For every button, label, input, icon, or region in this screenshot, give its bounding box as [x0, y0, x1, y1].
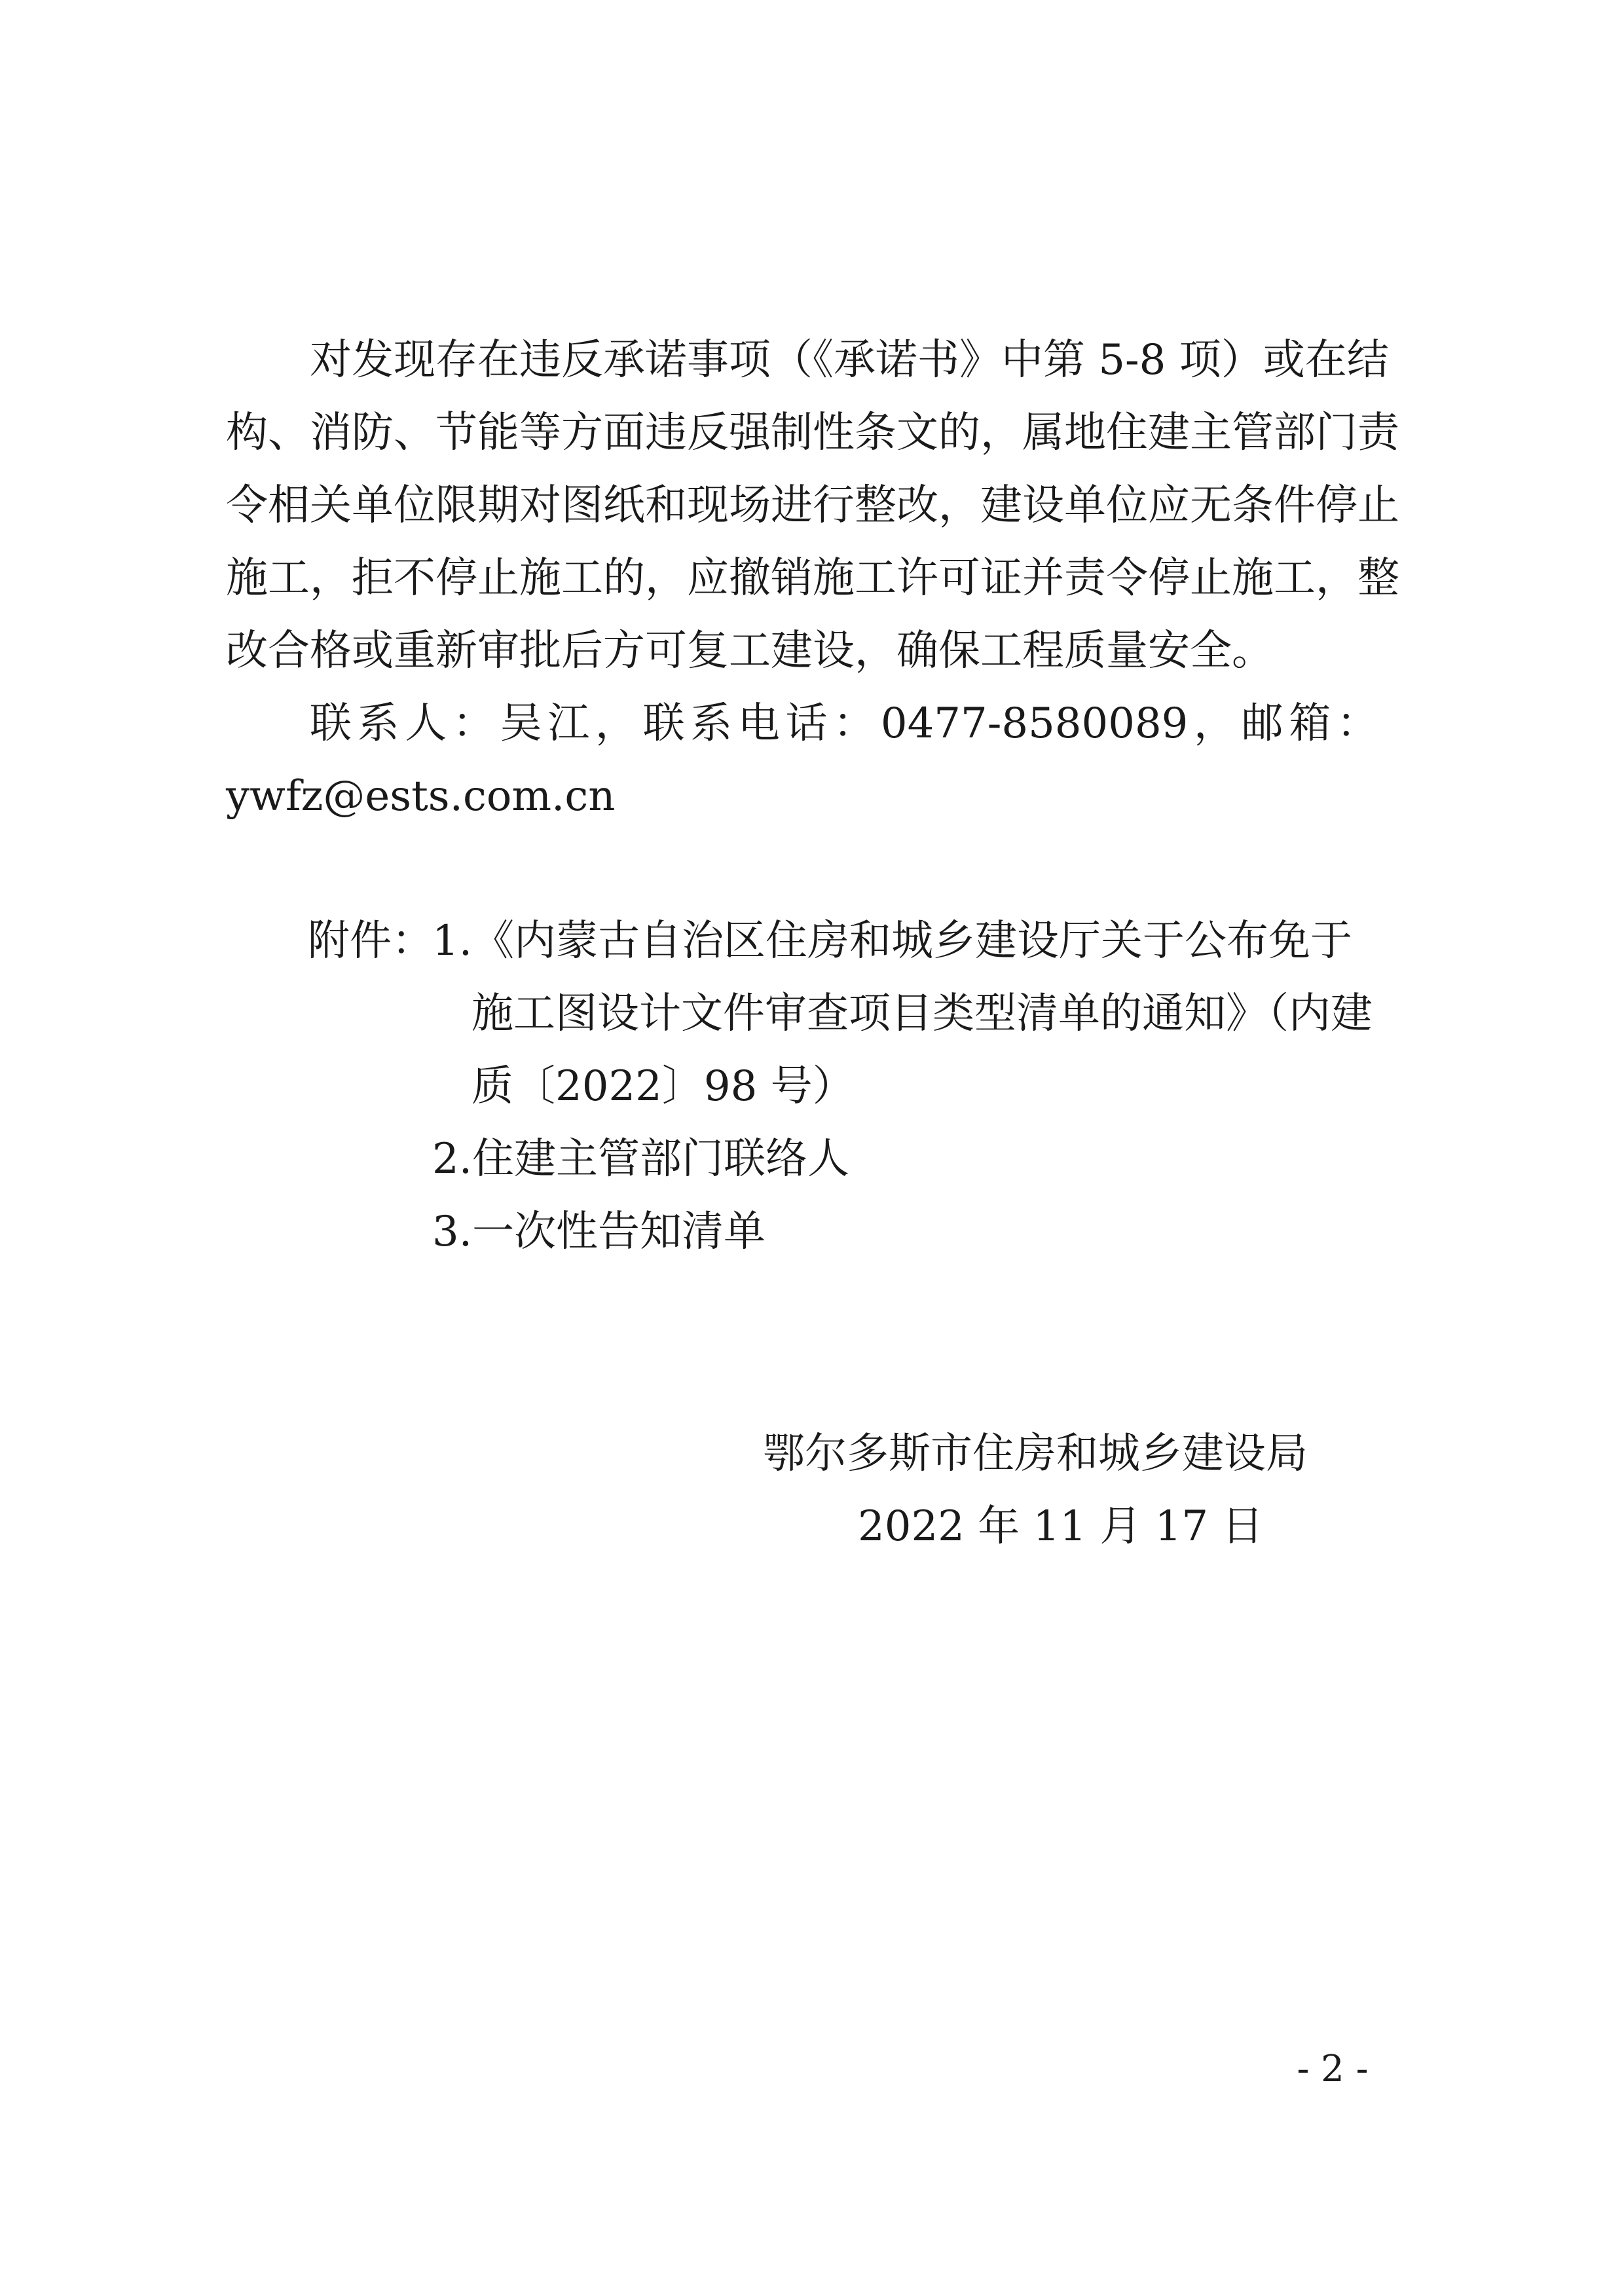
attachments-label: 附件：	[308, 917, 434, 965]
attachment-item-1-line-1: 1.《内蒙古自治区住房和城乡建设厅关于公布免于	[432, 917, 1353, 965]
attachment-item-2: 2.住建主管部门联络人	[432, 1135, 850, 1183]
signature-organization: 鄂尔多斯市住房和城乡建设局	[763, 1430, 1308, 1478]
contact-line: 联系人：吴江，联系电话：0477-8580089，邮箱：	[310, 699, 1378, 748]
body-paragraph-line-1: 对发现存在违反承诺事项（《承诺书》中第 5-8 项）或在结	[310, 336, 1389, 384]
attachment-item-1-line-3: 质〔2022〕98 号）	[471, 1062, 855, 1111]
signature-date: 2022 年 11 月 17 日	[858, 1502, 1264, 1551]
body-paragraph-line-2: 构、消防、节能等方面违反强制性条文的，属地住建主管部门责	[226, 409, 1399, 457]
page-number: - 2 -	[1297, 2048, 1369, 2090]
attachment-item-1-line-2: 施工图设计文件审查项目类型清单的通知》（内建	[471, 990, 1373, 1038]
body-paragraph-line-4: 施工，拒不停止施工的，应撤销施工许可证并责令停止施工，整	[226, 554, 1399, 602]
body-paragraph-line-3: 令相关单位限期对图纸和现场进行整改，建设单位应无条件停止	[226, 481, 1399, 530]
contact-email: ywfz@ests.com.cn	[226, 772, 616, 821]
attachment-item-3: 3.一次性告知清单	[432, 1208, 766, 1256]
body-paragraph-line-5: 改合格或重新审批后方可复工建设，确保工程质量安全。	[226, 627, 1274, 675]
